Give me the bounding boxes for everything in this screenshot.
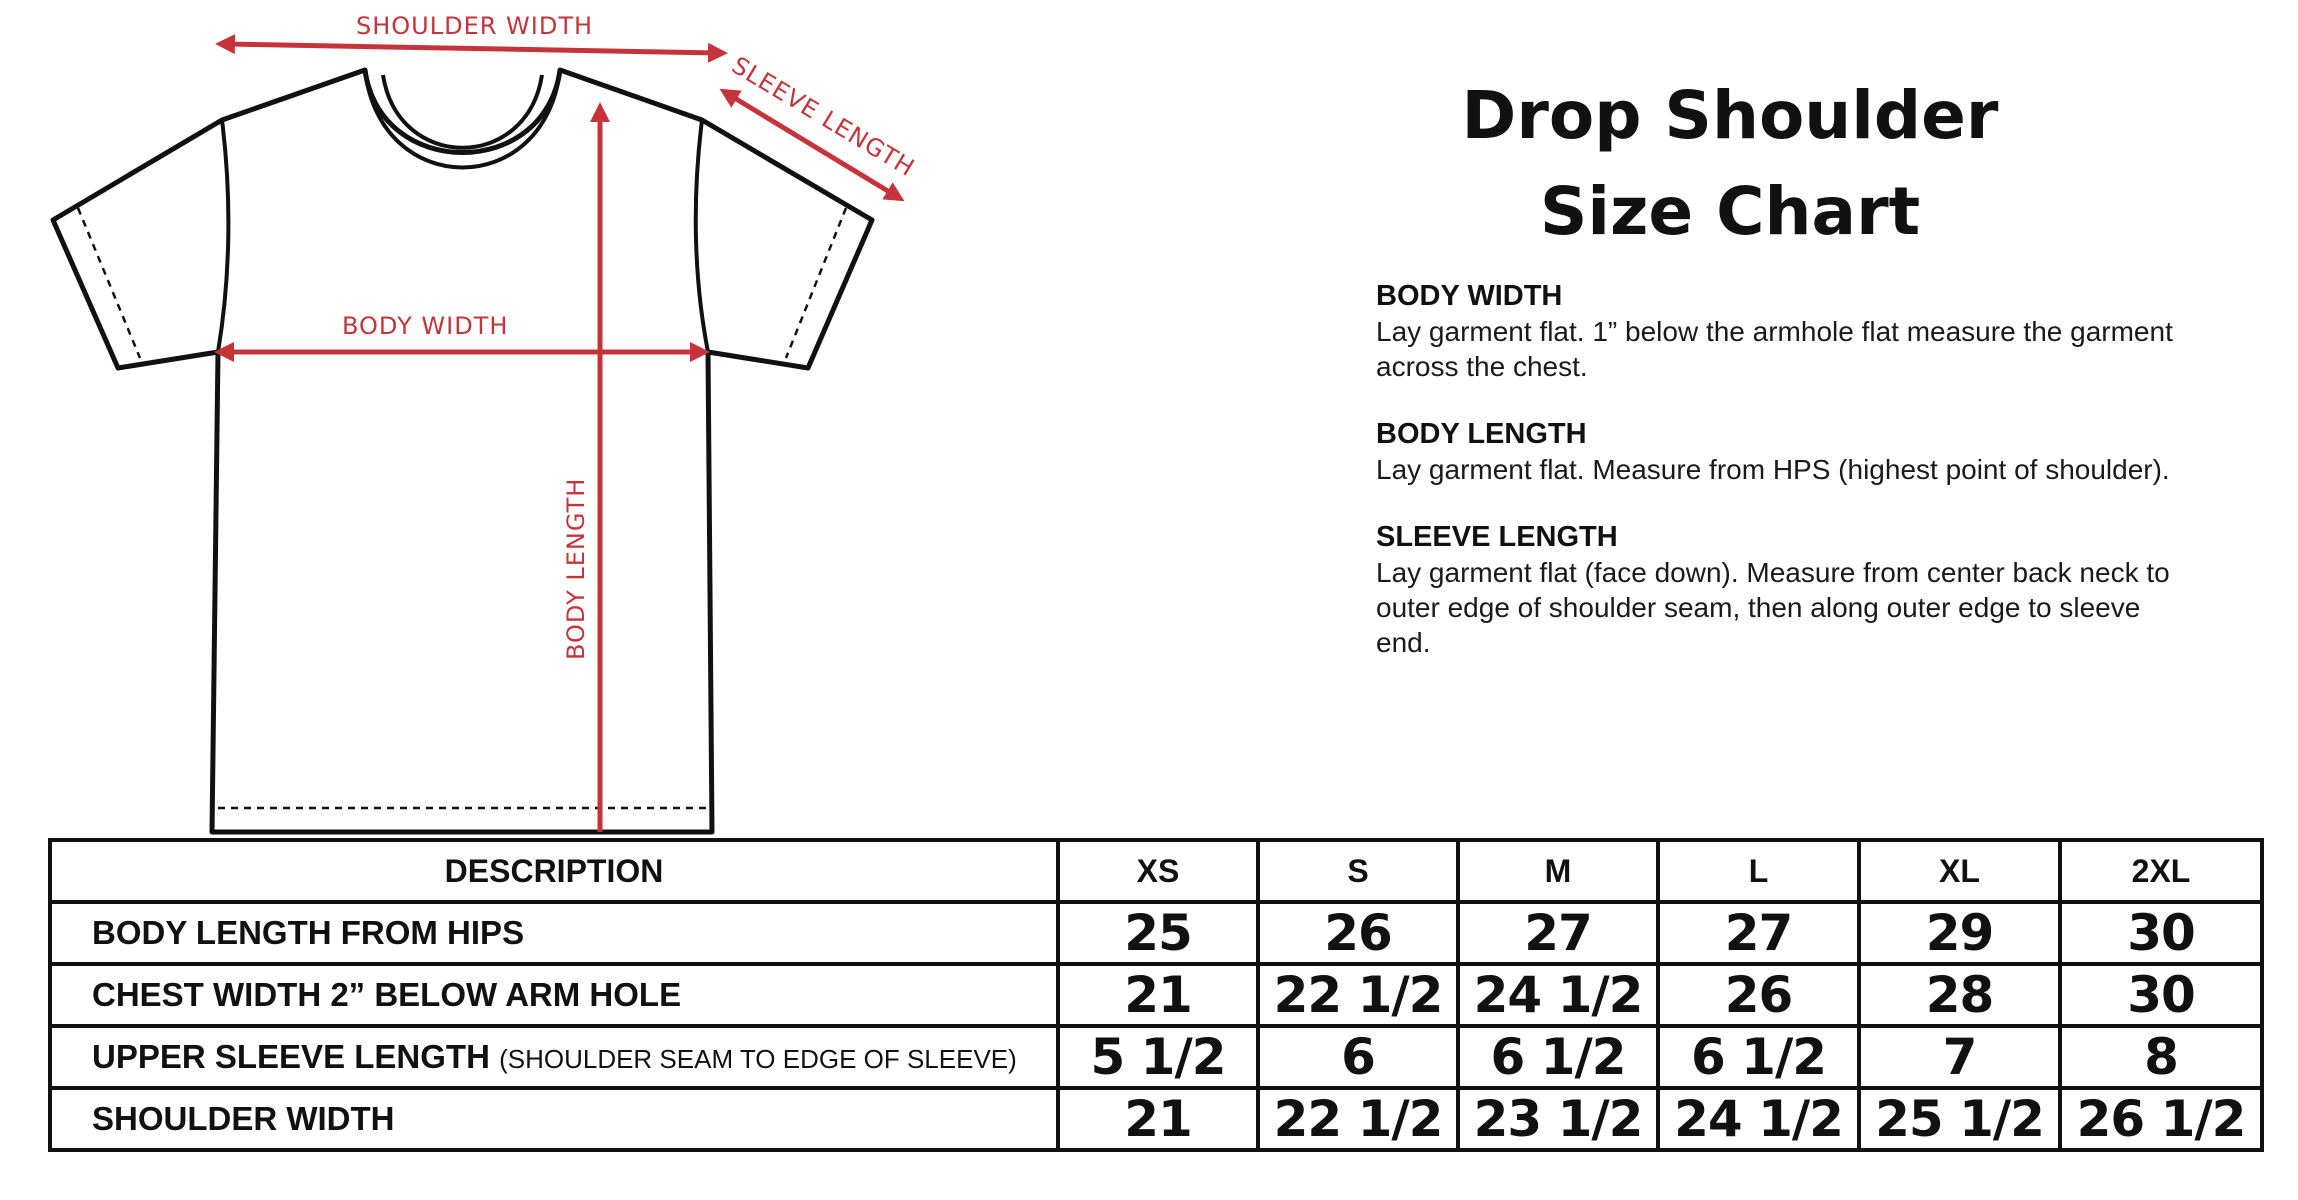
- row-label-text: CHEST WIDTH 2” BELOW ARM HOLE: [92, 976, 682, 1013]
- table-cell: 6 1/2: [1458, 1026, 1658, 1088]
- column-header-size: S: [1258, 840, 1458, 902]
- table-cell: 6: [1258, 1026, 1458, 1088]
- row-label: [50, 964, 1058, 1026]
- table-cell: 29: [1859, 902, 2060, 964]
- table-row: [50, 1026, 2262, 1088]
- table-cell: 24 1/2: [1458, 964, 1658, 1026]
- instruction-text: Lay garment flat. 1” below the armhole flat measure the garment across the chest.: [1376, 316, 2173, 382]
- measuring-instructions: [1376, 278, 2176, 692]
- size-chart-table: [48, 838, 2264, 1152]
- row-label: [50, 902, 1058, 964]
- tshirt-icon: [53, 70, 872, 832]
- instruction-heading: SLEEVE LENGTH: [1376, 521, 1618, 553]
- column-header-description: DESCRIPTION: [50, 840, 1058, 902]
- column-header-size: M: [1458, 840, 1658, 902]
- row-label-text: UPPER SLEEVE LENGTH: [92, 1038, 490, 1075]
- instruction-heading: BODY WIDTH: [1376, 280, 1563, 312]
- table-cell: 7: [1859, 1026, 2060, 1088]
- table-row: [50, 1088, 2262, 1150]
- table-header-row: [50, 840, 2262, 902]
- table-cell: 26 1/2: [2060, 1088, 2262, 1150]
- table-cell: 27: [1658, 902, 1859, 964]
- table-cell: 24 1/2: [1658, 1088, 1859, 1150]
- sleeve-length-label: SLEEVE LENGTH: [726, 51, 920, 183]
- tshirt-measurement-diagram: [0, 0, 1000, 850]
- table-cell: 30: [2060, 964, 2262, 1026]
- table-cell: 23 1/2: [1458, 1088, 1658, 1150]
- column-header-size: XL: [1859, 840, 2060, 902]
- column-header-size: 2XL: [2060, 840, 2262, 902]
- table-cell: 28: [1859, 964, 2060, 1026]
- body-length-label: BODY LENGTH: [562, 477, 590, 660]
- row-label: [50, 1026, 1058, 1088]
- title-line-2: Size Chart: [1539, 173, 1921, 250]
- title-line-1: Drop Shoulder: [1461, 77, 1999, 154]
- table-cell: 5 1/2: [1058, 1026, 1258, 1088]
- shoulder-width-arrow: [225, 44, 718, 53]
- table-cell: 22 1/2: [1258, 1088, 1458, 1150]
- table-cell: 30: [2060, 902, 2262, 964]
- row-label-note: (SHOULDER SEAM TO EDGE OF SLEEVE): [499, 1044, 1017, 1074]
- instruction-heading: BODY LENGTH: [1376, 418, 1587, 450]
- shoulder-width-label: SHOULDER WIDTH: [356, 12, 594, 40]
- column-header-size: L: [1658, 840, 1859, 902]
- table-cell: 21: [1058, 964, 1258, 1026]
- table-cell: 27: [1458, 902, 1658, 964]
- row-label-text: BODY LENGTH FROM HIPS: [92, 914, 525, 951]
- table-cell: 6 1/2: [1658, 1026, 1859, 1088]
- instruction-body-width: [1376, 278, 2176, 384]
- table-cell: 26: [1258, 902, 1458, 964]
- instruction-body-length: [1376, 416, 2176, 487]
- row-label: [50, 1088, 1058, 1150]
- table-cell: 8: [2060, 1026, 2262, 1088]
- table-cell: 21: [1058, 1088, 1258, 1150]
- table-cell: 25: [1058, 902, 1258, 964]
- column-header-size: XS: [1058, 840, 1258, 902]
- instruction-text: Lay garment flat (face down). Measure from center back neck to outer edge of shoulder seam, then along outer edge to sleeve end.: [1376, 557, 2170, 658]
- table-row: [50, 902, 2262, 964]
- row-label-text: SHOULDER WIDTH: [92, 1100, 395, 1137]
- table-cell: 26: [1658, 964, 1859, 1026]
- page-title: [1390, 68, 2070, 260]
- instruction-sleeve-length: [1376, 519, 2176, 660]
- body-width-label: BODY WIDTH: [342, 312, 509, 340]
- table-row: [50, 964, 2262, 1026]
- table-cell: 22 1/2: [1258, 964, 1458, 1026]
- instruction-text: Lay garment flat. Measure from HPS (highest point of shoulder).: [1376, 454, 2170, 485]
- table-cell: 25 1/2: [1859, 1088, 2060, 1150]
